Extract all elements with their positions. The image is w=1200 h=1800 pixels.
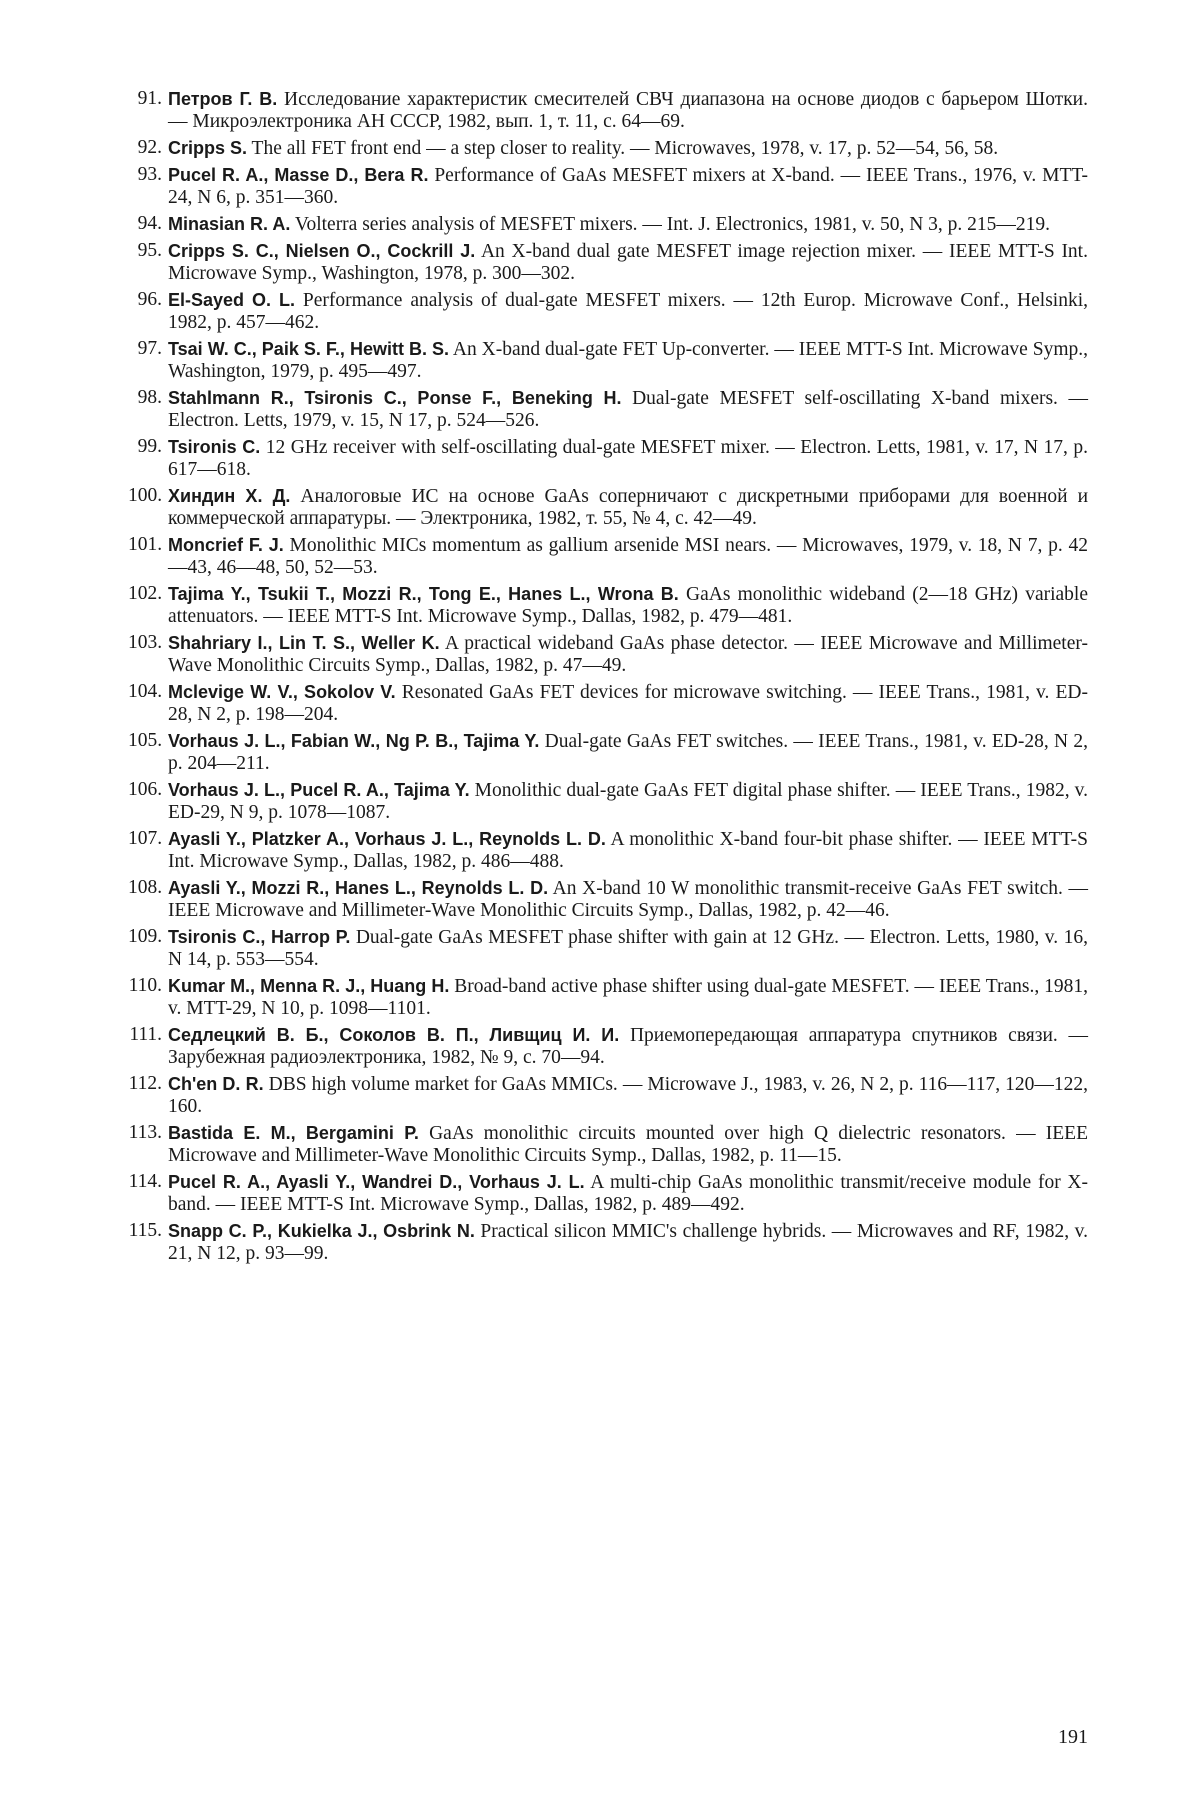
reference-text: 12 GHz receiver with self-oscillating dual-gate MESFET mixer. — Electron. Letts, 1981, v. 17, N 17, p. 617—618. (168, 437, 1088, 480)
reference-text: Dual-gate GaAs MESFET phase shifter with gain at 12 GHz. — Electron. Letts, 1980, v. 16, N 14, p. 553—554. (168, 927, 1088, 970)
reference-item (128, 485, 1088, 530)
reference-item (128, 975, 1088, 1020)
reference-item (128, 1122, 1088, 1167)
reference-text: Dual-gate GaAs FET switches. — IEEE Trans., 1981, v. ED-28, N 2, p. 204—211. (168, 731, 1088, 774)
reference-authors: Shahriary I., Lin T. S., Weller K. (168, 633, 440, 653)
reference-authors: Bastida E. M., Bergamini P. (168, 1123, 419, 1143)
reference-number: 110. (128, 975, 162, 996)
reference-item (128, 1073, 1088, 1118)
reference-number: 109. (128, 926, 163, 947)
reference-number: 115. (128, 1220, 162, 1241)
reference-text: A multi-chip GaAs monolithic transmit/receive module for X-band. — IEEE MTT-S Int. Microwave Symp., Dallas, 1982, p. 489—492. (168, 1172, 1089, 1215)
reference-number: 100. (128, 485, 163, 506)
reference-item (128, 387, 1088, 432)
reference-authors: Kumar M., Menna R. J., Huang H. (168, 976, 450, 996)
reference-number: 91. (137, 88, 162, 109)
reference-authors: Tajima Y., Tsukii T., Mozzi R., Tong E., Hanes L., Wrona B. (168, 584, 679, 604)
reference-item (128, 730, 1088, 775)
reference-item (128, 289, 1088, 334)
reference-number: 98. (137, 387, 162, 408)
reference-text: GaAs monolithic circuits mounted over high Q dielectric resonators. — IEEE Microwave and Millimeter-Wave Monolithic Circuits Symp., Dallas, 1982, p. 11—15. (168, 1123, 1088, 1166)
reference-number: 96. (137, 289, 162, 310)
reference-text: Performance of GaAs MESFET mixers at X-band. — IEEE Trans., 1976, v. MTT-24, N 6, p. 351—360. (168, 165, 1088, 208)
reference-text: Исследование характеристик смесителей СВЧ диапазона на основе диодов с барьером Шотки. — Микроэлектроника АН СССР, 1982, вып. 1, т. 11, с. 64—69. (168, 89, 1088, 132)
reference-number: 114. (128, 1171, 162, 1192)
reference-text: DBS high volume market for GaAs MMICs. — Microwave J., 1983, v. 26, N 2, p. 116—117, 120—122, 160. (168, 1074, 1088, 1117)
reference-number: 111. (129, 1024, 162, 1045)
reference-text: An X-band 10 W monolithic transmit-receive GaAs FET switch. — IEEE Microwave and Millimeter-Wave Monolithic Circuits Symp., Dallas, 1982, p. 42—46. (168, 878, 1089, 921)
reference-authors: Tsai W. C., Paik S. F., Hewitt B. S. (168, 339, 450, 359)
reference-authors: Moncrief F. J. (168, 535, 284, 555)
reference-item (128, 779, 1088, 824)
reference-text: Аналоговые ИС на основе GaAs соперничают с дискретными приборами для военной и коммерческой аппаратуры. — Электроника, 1982, т. 55, № 4, с. 42—49. (168, 486, 1089, 529)
reference-number: 97. (137, 338, 162, 359)
reference-number: 112. (128, 1073, 162, 1094)
reference-number: 104. (128, 681, 163, 702)
reference-item (128, 534, 1088, 579)
reference-authors: Tsironis C., Harrop P. (168, 927, 351, 947)
reference-item (128, 583, 1088, 628)
reference-text: A monolithic X-band four-bit phase shifter. — IEEE MTT-S Int. Microwave Symp., Dallas, 1982, p. 486—488. (168, 829, 1088, 872)
reference-number: 105. (128, 730, 163, 751)
reference-authors: Mclevige W. V., Sokolov V. (168, 682, 396, 702)
reference-item (128, 436, 1088, 481)
reference-text: Volterra series analysis of MESFET mixers. — Int. J. Electronics, 1981, v. 50, N 3, p. 215—219. (290, 214, 1051, 235)
reference-number: 92. (137, 137, 162, 158)
reference-authors: Pucel R. A., Masse D., Bera R. (168, 165, 429, 185)
reference-number: 106. (128, 779, 163, 800)
reference-item (128, 877, 1088, 922)
reference-authors: Vorhaus J. L., Pucel R. A., Tajima Y. (168, 780, 470, 800)
reference-item (128, 632, 1088, 677)
reference-item (128, 137, 1088, 160)
reference-number: 101. (128, 534, 163, 555)
reference-text: Dual-gate MESFET self-oscillating X-band mixers. — Electron. Letts, 1979, v. 15, N 17, p. 524—526. (168, 388, 1088, 431)
page-number: 191 (1058, 1726, 1088, 1748)
reference-number: 107. (128, 828, 163, 849)
reference-text: Performance analysis of dual-gate MESFET mixers. — 12th Europ. Microwave Conf., Helsinki, 1982, p. 457—462. (168, 290, 1088, 333)
reference-item (128, 88, 1088, 133)
reference-authors: Cripps S. (168, 138, 248, 158)
reference-text: Приемопередающая аппаратура спутников связи. — Зарубежная радиоэлектроника, 1982, № 9, с. 70—94. (168, 1025, 1089, 1068)
reference-authors: Седлецкий В. Б., Соколов В. П., Ливщиц И. И. (168, 1025, 620, 1045)
reference-number: 102. (128, 583, 163, 604)
reference-authors: Ayasli Y., Platzker A., Vorhaus J. L., Reynolds L. D. (168, 829, 606, 849)
reference-item (128, 1171, 1088, 1216)
reference-text: Monolithic MICs momentum as gallium arsenide MSI nears. — Microwaves, 1979, v. 18, N 7, p. 42—43, 46—48, 50, 52—53. (168, 535, 1088, 578)
reference-authors: El-Sayed O. L. (168, 290, 295, 310)
reference-text: An X-band dual gate MESFET image rejection mixer. — IEEE MTT-S Int. Microwave Symp., Washington, 1978, p. 300—302. (168, 241, 1088, 284)
reference-item (128, 338, 1088, 383)
reference-item (128, 1024, 1088, 1069)
reference-number: 108. (128, 877, 163, 898)
reference-number: 99. (137, 436, 162, 457)
reference-text: The all FET front end — a step closer to reality. — Microwaves, 1978, v. 17, p. 52—54, 56, 58. (247, 138, 999, 159)
reference-item (128, 164, 1088, 209)
reference-number: 93. (137, 164, 162, 185)
reference-authors: Snapp C. P., Kukielka J., Osbrink N. (168, 1221, 475, 1241)
reference-number: 113. (128, 1122, 162, 1143)
reference-item (128, 240, 1088, 285)
reference-text: An X-band dual-gate FET Up-converter. — IEEE MTT-S Int. Microwave Symp., Washington, 1979, p. 495—497. (168, 339, 1088, 382)
reference-authors: Cripps S. C., Nielsen O., Cockrill J. (168, 241, 476, 261)
reference-text: Practical silicon MMIC's challenge hybrids. — Microwaves and RF, 1982, v. 21, N 12, p. 93—99. (168, 1221, 1088, 1264)
reference-item (128, 213, 1088, 236)
reference-text: A practical wideband GaAs phase detector. — IEEE Microwave and Millimeter-Wave Monolithic Circuits Symp., Dallas, 1982, p. 47—49. (168, 633, 1088, 676)
reference-item (128, 828, 1088, 873)
reference-authors: Vorhaus J. L., Fabian W., Ng P. B., Tajima Y. (168, 731, 540, 751)
reference-text: Resonated GaAs FET devices for microwave switching. — IEEE Trans., 1981, v. ED-28, N 2, p. 198—204. (168, 682, 1088, 725)
reference-authors: Pucel R. A., Ayasli Y., Wandrei D., Vorhaus J. L. (168, 1172, 585, 1192)
reference-item (128, 1220, 1088, 1265)
reference-authors: Петров Г. В. (168, 89, 278, 109)
reference-number: 94. (137, 213, 162, 234)
reference-item (128, 926, 1088, 971)
reference-number: 95. (137, 240, 162, 261)
reference-item (128, 681, 1088, 726)
reference-text: Monolithic dual-gate GaAs FET digital phase shifter. — IEEE Trans., 1982, v. ED-29, N 9, p. 1078—1087. (168, 780, 1088, 823)
reference-authors: Ayasli Y., Mozzi R., Hanes L., Reynolds L. D. (168, 878, 549, 898)
reference-text: GaAs monolithic wideband (2—18 GHz) variable attenuators. — IEEE MTT-S Int. Microwave Symp., Dallas, 1982, p. 479—481. (168, 584, 1088, 627)
reference-authors: Tsironis C. (168, 437, 261, 457)
reference-authors: Хиндин X. Д. (168, 486, 291, 506)
reference-authors: Ch'en D. R. (168, 1074, 264, 1094)
reference-text: Broad-band active phase shifter using dual-gate MESFET. — IEEE Trans., 1981, v. MTT-29, N 10, p. 1098—1101. (168, 976, 1089, 1019)
reference-authors: Minasian R. A. (168, 214, 291, 234)
reference-authors: Stahlmann R., Tsironis C., Ponse F., Beneking H. (168, 388, 622, 408)
reference-number: 103. (128, 632, 163, 653)
reference-list (128, 88, 1088, 1269)
